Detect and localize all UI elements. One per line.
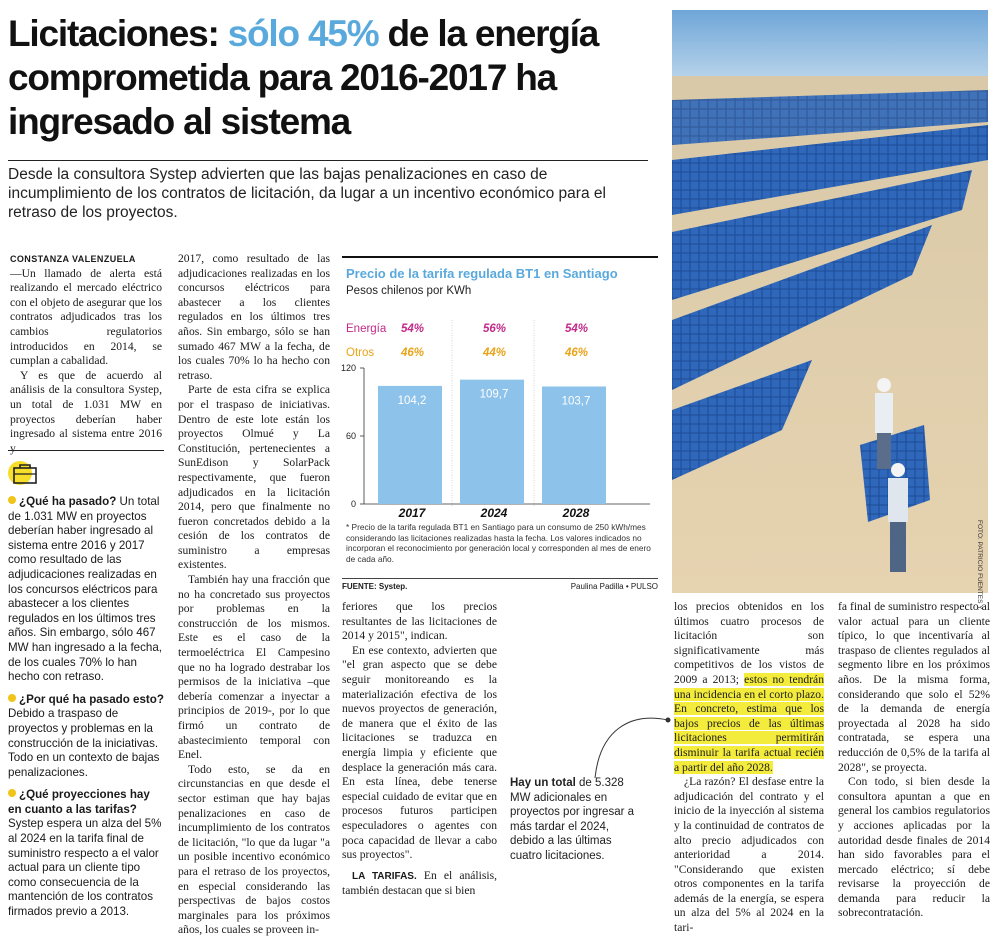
paragraph: —Un llamado de alerta está realizando el mercado eléctrico con el objeto de asegurar que los contratos adjudicados tras los cambios regulatorios introducidos en 2014, se cumplan a cabalidad. xyxy=(10,266,162,368)
faq-answer: Debido a traspaso de proyectos y problemas en la construcción de la iniciativas. Todo en un contexto de bajas penalizaciones. xyxy=(8,707,160,779)
bar-value-label: 109,7 xyxy=(479,388,509,401)
row-label: Energía xyxy=(346,323,387,335)
x-tick-label: 2028 xyxy=(562,506,590,520)
faq-question: ¿Qué ha pasado? xyxy=(19,495,117,508)
callout-connector xyxy=(560,700,670,780)
faq-item xyxy=(8,788,164,919)
solar-photo xyxy=(672,10,988,593)
row-value: 56% xyxy=(483,323,507,335)
row-value: 44% xyxy=(483,347,507,359)
chart-title: Precio de la tarifa regulada BT1 en Santiago xyxy=(346,266,618,281)
paragraph: En ese contexto, advierten que "el gran aspecto que se debe seguir monitoreando es la materialización efectiva de los nuevos proyectos de generación, de manera que el éxito de las licitaciones se traduzca en energía limpia y eficiente que desplace la generación más cara. En esta línea, debe tenerse especial cuidado de evitar que en procesos futuros participen especuladores o agentes con poca capacidad de llevar a cabo sus proyectos". xyxy=(342,643,497,862)
bar-value-label: 103,7 xyxy=(561,395,591,408)
paragraph: Con todo, si bien desde la consultora apuntan a que en general los cambios regulatorios y acciones aplicadas por la autoridad desde finales de 2014 han sido favorables para el mercado eléctrico; sí debe revisarse la proyección de demanda para reducir la sobrecontratación. xyxy=(838,775,990,920)
headline-highlight: sólo 45% xyxy=(227,13,379,54)
paragraph: También hay una fracción que no ha concretado sus proyectos por problemas en la construcción de los mismos. Este es el caso de la termoeléctrica El Campesino que no ha logrado destrabar los permisos de la iniciativa –que debería comenzar a inyectar a principios de 2019-, por lo que firmó un contrato de abastecimiento temporal con Enel. xyxy=(178,573,330,762)
y-tick-label: 120 xyxy=(340,363,356,373)
article-column-3 xyxy=(342,600,497,899)
paragraph: Todo esto, se da en circunstancias en que desde el sector estiman que hay bajas penalizaciones en caso de incumplimiento de los contratos de licitación, "lo que da lugar "a un posible incentivo económico para el retraso de los proyectos, en especial considerando las perspectivas de bajos costos marginales para los próximos años, los cuales se proveen in- xyxy=(178,762,330,937)
tariff-chart xyxy=(342,256,658,592)
row-value: 46% xyxy=(401,347,425,359)
y-tick-label: 60 xyxy=(345,431,356,441)
faq-item xyxy=(8,495,164,685)
row-value: 54% xyxy=(401,323,425,335)
x-tick-label: 2017 xyxy=(398,506,426,520)
byline: CONSTANZA VALENZUELA xyxy=(10,254,136,264)
photo-credit: FOTO: PATRICIO FUENTES Y. xyxy=(976,520,983,611)
y-tick-label: 0 xyxy=(350,499,356,509)
callout-text: de 5.328 MW adicionales en proyectos por ingresar a más tardar el 2024, debido a las últimas cuatro licitaciones. xyxy=(510,777,635,862)
paragraph: 2017, como resultado de las adjudicaciones realizadas en los concursos eléctricos para abastecer a los clientes regulados en los últimos tres años. Sin embargo, sólo se han sumado 467 MW a la fecha, de los cuales 70% lo ha hecho con retraso. xyxy=(178,252,330,382)
faq-question: ¿Qué proyecciones hay en cuanto a las tarifas? xyxy=(8,788,150,816)
highlighted-text: estos no tendrán una incidencia en el corto plazo. En concreto, estima que los bajos precios de las últimas licitaciones permitirán disminuir la tarifa actual recién a partir del año 2028. xyxy=(674,672,825,774)
article-column-1 xyxy=(10,252,162,456)
row-label: Otros xyxy=(346,347,375,359)
row-value: 54% xyxy=(565,323,589,335)
callout xyxy=(510,776,634,863)
chart-source: FUENTE: Systep. xyxy=(342,582,408,591)
subhead: LA TARIFAS. xyxy=(352,870,417,882)
chart-author: Paulina Padilla • PULSO xyxy=(570,582,658,591)
row-value: 46% xyxy=(565,347,589,359)
callout-lead: Hay un total xyxy=(510,777,576,789)
paragraph: fa final de suministro respecto al valor actual para un cliente típico, lo que incentivaría al traspaso de clientes regulados al segmento libre en los próximos años. De la misma forma, considerando que solo el 52% de la demanda de energía proyectada al 2028 ha sido contratada, se espera una reducción de 0,5% de la tarifa al 2028", se proyecta. xyxy=(838,600,990,774)
faq-item xyxy=(8,693,164,781)
sidebar-faq xyxy=(8,450,164,928)
bar-value-label: 104,2 xyxy=(397,394,427,407)
article-column-5 xyxy=(838,600,990,921)
chart-svg xyxy=(342,258,658,520)
paragraph: ¿La razón? El desfase entre la adjudicación del contrato y el inicio de la inyección al sistema y la continuidad de contratos de alto precio adjudicados con anterioridad a 2014. "Considerando que existen otros componentes en la tarifa además de la energía, se espera un alza del 5% al 2024 en la tari- xyxy=(674,775,824,935)
faq-answer: Systep espera un alza del 5% al 2024 en la tarifa final de suministro respecto a el valor actual para un cliente tipo como consecuencia de la mantención de los contratos firmados previo a 2013. xyxy=(8,817,162,919)
article-column-4 xyxy=(674,600,824,936)
paragraph: En el análisis, también destacan que si bien xyxy=(342,868,497,898)
briefcase-icon xyxy=(8,459,38,485)
bullet-dot-icon xyxy=(8,496,16,504)
faq-question: ¿Por qué ha pasado esto? xyxy=(19,692,164,706)
chart-footer xyxy=(342,578,658,591)
headline-part: Licitaciones: xyxy=(8,13,228,54)
paragraph: feriores que los precios resultantes de las licitaciones de 2014 y 2015", indican. xyxy=(342,600,497,643)
bullet-dot-icon xyxy=(8,694,16,702)
deck: Desde la consultora Systep advierten que las bajas penalizaciones en caso de incumplimiento de los contratos de licitación, da lugar a un incentivo económico para el retraso de los proyectos. xyxy=(8,160,648,222)
bullet-dot-icon xyxy=(8,789,16,797)
headline-part: de la energía comprometida para 2016-2017 ha ingresado al sistema xyxy=(8,13,599,142)
paragraph: Parte de esta cifra se explica por el traspaso de iniciativas. Dentro de este lote están los proyectos Olmué y La Constitución, pertenecientes a SunEdison y SolarPack respectivamente, que fueron adjudicados en la licitación 2014, pero que finalmente no fueron concretados debido a la cesión de los contratos de suministro a empresas existentes. xyxy=(178,383,330,572)
chart-note: * Precio de la tarifa regulada BT1 en Santiago para un consumo de 250 kWh/mes considerando las licitaciones realizadas hasta la fecha. Los valores indicados no incorporan el reconocimiento por generación local y corresponden al mes de enero de cada año. xyxy=(346,522,651,564)
article-column-2 xyxy=(178,252,330,938)
x-tick-label: 2024 xyxy=(480,506,508,520)
headline xyxy=(8,12,668,144)
paragraph: Y es que de acuerdo al análisis de la consultora Systep, un total de 1.031 MW en proyectos deberían haber ingresado al sistema entre 2016 y xyxy=(10,368,162,455)
paragraph: los precios obtenidos en los últimos cuatro procesos de licitación son significativamente más competitivos de los vistos de 2009 a 2013; xyxy=(674,600,824,686)
faq-answer: Un total de 1.031 MW en proyectos deberían haber ingresado al sistema entre 2016 y 2017 como resultado de las adjudicaciones realizadas en los concursos eléctricos para abastecer a los clientes regulados en los últimos tres años. Sin embargo, sólo 467 MW han ingresado a la fecha, de los cuales 70% lo han hecho con retraso. xyxy=(8,495,163,684)
chart-subtitle: Pesos chilenos por KWh xyxy=(346,285,472,297)
